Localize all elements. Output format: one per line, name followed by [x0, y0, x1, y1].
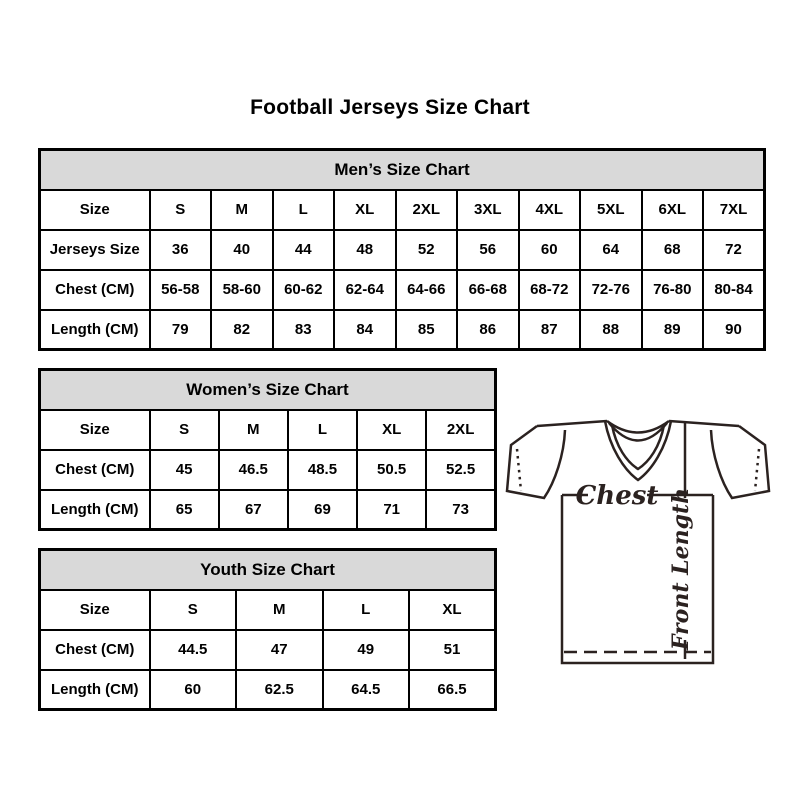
row-label: Length (CM) — [40, 310, 150, 350]
table-cell: 52.5 — [426, 450, 495, 490]
table-cell: M — [211, 190, 273, 230]
table-cell: 48 — [334, 230, 396, 270]
table-cell: S — [150, 590, 237, 630]
table-cell: 52 — [396, 230, 458, 270]
table-cell: 56 — [457, 230, 519, 270]
table-cell: 90 — [703, 310, 765, 350]
table-cell: 83 — [273, 310, 335, 350]
table-cell: L — [273, 190, 335, 230]
table-cell: 86 — [457, 310, 519, 350]
table-cell: 60-62 — [273, 270, 335, 310]
mens-size-table — [38, 148, 766, 351]
table-row-jerseys-size — [40, 230, 765, 270]
row-label: Length (CM) — [40, 490, 150, 530]
table-cell: XL — [334, 190, 396, 230]
jersey-shoulder-right — [669, 421, 739, 426]
table-cell: 65 — [150, 490, 219, 530]
table-cell: 46.5 — [219, 450, 288, 490]
table-cell: 36 — [150, 230, 212, 270]
womens-table-title: Women’s Size Chart — [40, 370, 496, 410]
table-cell: XL — [409, 590, 496, 630]
table-cell: 49 — [323, 630, 410, 670]
table-row-chest — [40, 270, 765, 310]
table-cell: 82 — [211, 310, 273, 350]
chest-label: Chest — [575, 481, 659, 511]
table-cell: 66-68 — [457, 270, 519, 310]
page-title: Football Jerseys Size Chart — [250, 96, 530, 119]
jersey-sleeve-seam-right — [755, 449, 759, 491]
table-cell: 2XL — [426, 410, 495, 450]
row-label: Length (CM) — [40, 670, 150, 710]
row-label: Chest (CM) — [40, 630, 150, 670]
jersey-sleeve-right — [711, 426, 769, 498]
table-cell: 58-60 — [211, 270, 273, 310]
table-cell: 44 — [273, 230, 335, 270]
mens-table-title: Men’s Size Chart — [40, 150, 765, 190]
table-header-row — [40, 370, 496, 410]
womens-size-table — [38, 368, 497, 531]
table-cell: 64-66 — [396, 270, 458, 310]
table-cell: 73 — [426, 490, 495, 530]
table-cell: 87 — [519, 310, 581, 350]
table-cell: 68 — [642, 230, 704, 270]
table-cell: M — [236, 590, 323, 630]
youth-size-table — [38, 548, 497, 711]
table-cell: 40 — [211, 230, 273, 270]
row-label: Size — [40, 410, 150, 450]
table-row-size — [40, 410, 496, 450]
table-cell: 62.5 — [236, 670, 323, 710]
table-row-chest — [40, 450, 496, 490]
jersey-sleeve-seam-left — [517, 449, 521, 491]
table-header-row — [40, 150, 765, 190]
table-cell: 64.5 — [323, 670, 410, 710]
table-cell: 62-64 — [334, 270, 396, 310]
row-label: Chest (CM) — [40, 450, 150, 490]
table-cell: M — [219, 410, 288, 450]
row-label: Size — [40, 190, 150, 230]
table-cell: 4XL — [519, 190, 581, 230]
table-cell: XL — [357, 410, 426, 450]
table-cell: 7XL — [703, 190, 765, 230]
table-cell: 47 — [236, 630, 323, 670]
table-row-length — [40, 310, 765, 350]
table-cell: 60 — [519, 230, 581, 270]
table-cell: L — [288, 410, 357, 450]
table-cell: 6XL — [642, 190, 704, 230]
table-cell: 80-84 — [703, 270, 765, 310]
table-cell: 51 — [409, 630, 496, 670]
table-cell: 72-76 — [580, 270, 642, 310]
jersey-sleeve-left — [507, 426, 565, 498]
table-row-length — [40, 490, 496, 530]
table-cell: 67 — [219, 490, 288, 530]
table-cell: 64 — [580, 230, 642, 270]
table-cell: 79 — [150, 310, 212, 350]
table-cell: 44.5 — [150, 630, 237, 670]
table-cell: 71 — [357, 490, 426, 530]
table-cell: L — [323, 590, 410, 630]
table-cell: 56-58 — [150, 270, 212, 310]
table-row-chest — [40, 630, 496, 670]
youth-table-title: Youth Size Chart — [40, 550, 496, 590]
row-label: Jerseys Size — [40, 230, 150, 270]
table-cell: 48.5 — [288, 450, 357, 490]
table-cell: 76-80 — [642, 270, 704, 310]
table-row-size — [40, 190, 765, 230]
table-row-size — [40, 590, 496, 630]
table-cell: 84 — [334, 310, 396, 350]
row-label: Chest (CM) — [40, 270, 150, 310]
table-cell: 66.5 — [409, 670, 496, 710]
table-cell: 2XL — [396, 190, 458, 230]
table-cell: 69 — [288, 490, 357, 530]
jersey-shoulder-left — [537, 421, 607, 426]
table-cell: 72 — [703, 230, 765, 270]
table-cell: S — [150, 410, 219, 450]
table-cell: S — [150, 190, 212, 230]
front-length-label: Front Length — [668, 487, 694, 651]
table-row-length — [40, 670, 496, 710]
table-cell: 3XL — [457, 190, 519, 230]
table-header-row — [40, 550, 496, 590]
table-cell: 50.5 — [357, 450, 426, 490]
table-cell: 45 — [150, 450, 219, 490]
jersey-measurement-diagram — [500, 400, 780, 700]
table-cell: 89 — [642, 310, 704, 350]
table-cell: 88 — [580, 310, 642, 350]
table-cell: 60 — [150, 670, 237, 710]
table-cell: 85 — [396, 310, 458, 350]
table-cell: 5XL — [580, 190, 642, 230]
table-cell: 68-72 — [519, 270, 581, 310]
row-label: Size — [40, 590, 150, 630]
